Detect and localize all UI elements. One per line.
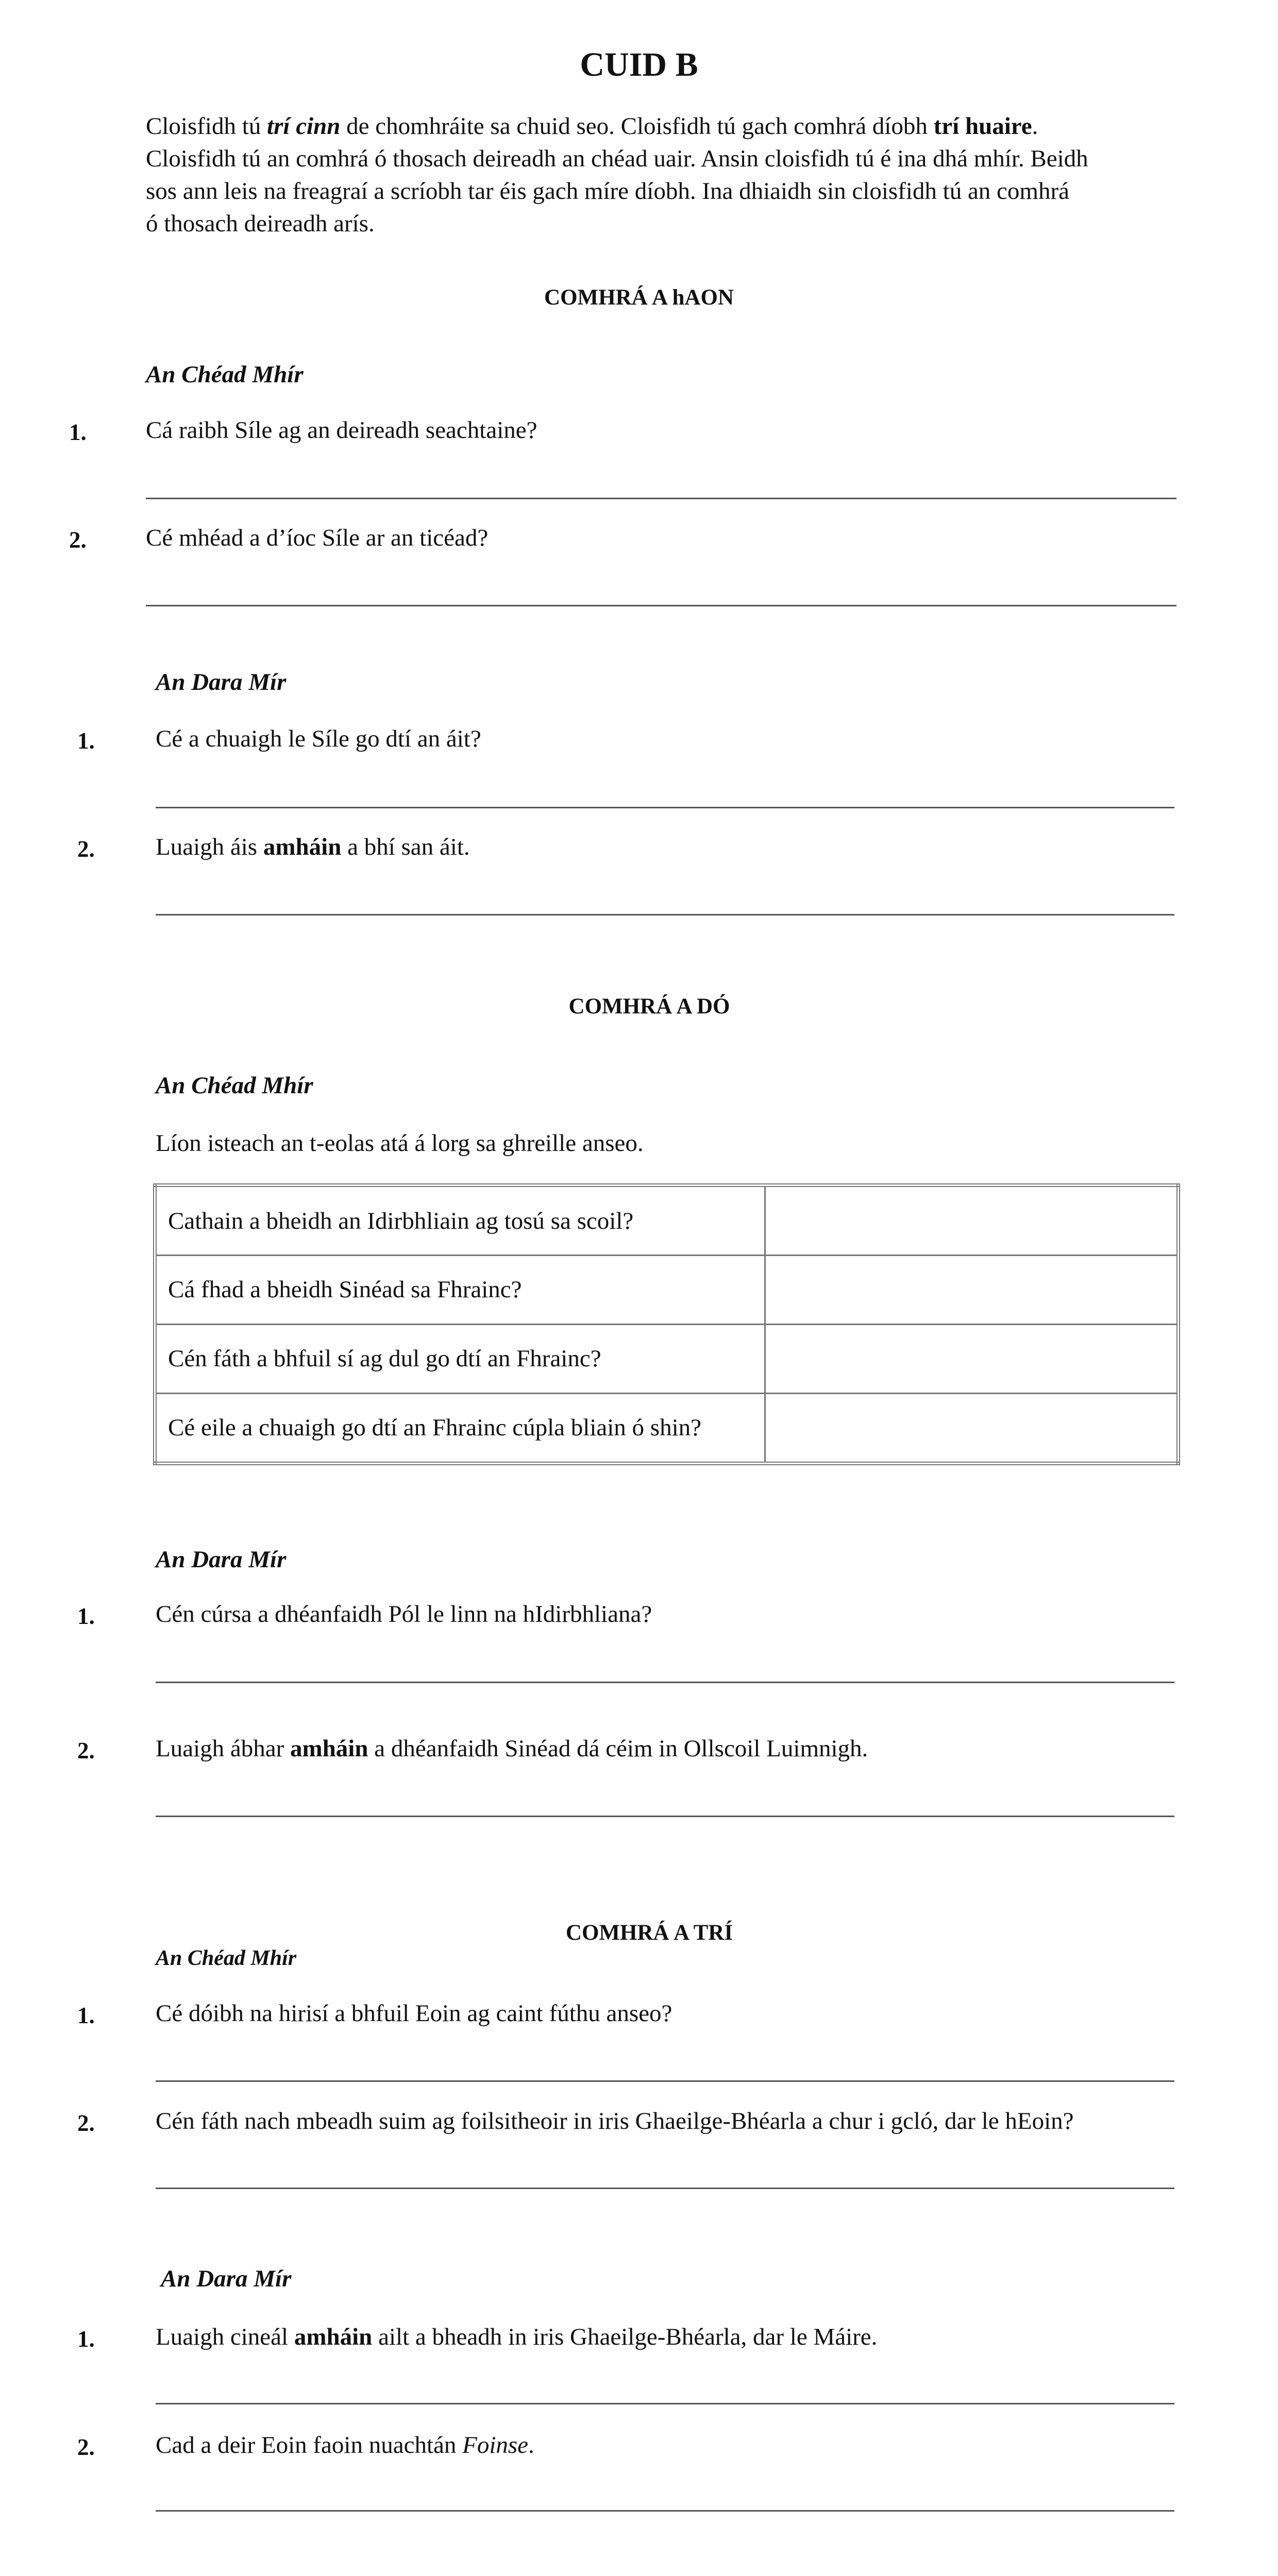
question-emphasis: Foinse (462, 2432, 529, 2459)
question-text (156, 833, 470, 861)
grid-question-cell: Cathain a bheidh an Idirbhliain ag tosú sa scoil? (155, 1185, 765, 1256)
page-title: CUID B (580, 46, 698, 83)
section-heading-comhra-1: COMHRÁ A hAON (544, 285, 734, 310)
answer-line[interactable] (146, 498, 1176, 499)
intro-line-3: sos ann leis na freagraí a scríobh tar éis gach míre díobh. Ina dhiaidh sin cloisfidh tú an comhrá (146, 178, 1069, 205)
part-label: An Chéad Mhír (156, 1946, 297, 1970)
intro-text: Cloisfidh tú (146, 113, 267, 140)
question-text: Cé dóibh na hirisí a bhfuil Eoin ag caint fúthu anseo? (156, 2000, 672, 2027)
question-number: 1. (77, 2326, 95, 2352)
question-number: 1. (77, 2003, 95, 2028)
question-number: 2. (77, 836, 95, 862)
question-text: Cé mhéad a d’íoc Síle ar an ticéad? (146, 524, 489, 551)
question-text-part: Luaigh ábhar (156, 1735, 291, 1762)
question-number: 2. (77, 2434, 95, 2460)
answer-line[interactable] (156, 1816, 1174, 1817)
intro-emphasis: trí cinn (267, 113, 341, 140)
question-text (156, 2431, 534, 2459)
intro-emphasis: trí huaire (933, 113, 1032, 140)
part-label: An Chéad Mhír (146, 361, 304, 388)
question-text (156, 2323, 877, 2351)
answer-line[interactable] (156, 2403, 1174, 2404)
question-emphasis: amháin (290, 1735, 368, 1762)
intro-text: . (1032, 113, 1038, 140)
question-text-part: . (528, 2432, 534, 2459)
answer-line[interactable] (156, 807, 1174, 808)
question-number: 2. (69, 527, 87, 553)
intro-line-4: ó thosach deireadh arís. (146, 210, 375, 237)
grid-answer-cell[interactable] (765, 1324, 1179, 1393)
part-label: An Dara Mír (161, 2265, 292, 2292)
question-text: Cé a chuaigh le Síle go dtí an áit? (156, 725, 481, 752)
grid-answer-cell[interactable] (765, 1185, 1179, 1256)
question-text-part: Luaigh áis (156, 834, 263, 860)
answer-grid (153, 1183, 1180, 1465)
intro-text: de chomhráite sa chuid seo. Cloisfidh tú gach comhrá díobh (340, 113, 934, 140)
part-label: An Dara Mír (156, 1546, 287, 1573)
question-text-part: a dhéanfaidh Sinéad dá céim in Ollscoil Luimnigh. (368, 1735, 868, 1762)
answer-line[interactable] (156, 2510, 1174, 2512)
question-text-part: a bhí san áit. (341, 834, 470, 860)
grid-question-cell: Cén fáth a bhfuil sí ag dul go dtí an Fhrainc? (155, 1324, 765, 1393)
question-number: 1. (69, 419, 87, 445)
part-label: An Dara Mír (156, 669, 287, 696)
instructions-paragraph (146, 110, 1182, 240)
grid-answer-cell[interactable] (765, 1393, 1179, 1463)
grid-row (155, 1256, 1179, 1325)
part-label: An Chéad Mhír (156, 1072, 313, 1099)
grid-answer-cell[interactable] (765, 1256, 1179, 1325)
grid-row (155, 1324, 1179, 1393)
answer-line[interactable] (146, 605, 1176, 606)
question-text-part: Luaigh cineál (156, 2324, 294, 2350)
question-text (156, 1735, 868, 1762)
question-number: 2. (77, 2110, 95, 2136)
question-text: Cá raibh Síle ag an deireadh seachtaine? (146, 417, 537, 444)
question-text: Cén fáth nach mbeadh suim ag foilsitheoir in iris Ghaeilge-Bhéarla a chur i gcló, dar le hEoin? (156, 2108, 1074, 2134)
answer-line[interactable] (156, 914, 1174, 916)
grid-row (155, 1393, 1179, 1463)
instruction-text: Líon isteach an t-eolas atá á lorg sa ghreille anseo. (156, 1130, 644, 1157)
answer-line[interactable] (156, 2188, 1174, 2189)
question-text-part: Cad a deir Eoin faoin nuachtán (156, 2432, 463, 2459)
question-emphasis: amháin (263, 834, 342, 860)
question-text-part: ailt a bheadh in iris Ghaeilge-Bhéarla, dar le Máire. (372, 2324, 878, 2350)
question-text: Cén cúrsa a dhéanfaidh Pól le linn na hIdirbhliana? (156, 1601, 652, 1628)
grid-row (155, 1185, 1179, 1256)
answer-line[interactable] (156, 2080, 1174, 2082)
section-heading-comhra-2: COMHRÁ A DÓ (568, 994, 730, 1019)
question-number: 1. (77, 1603, 95, 1629)
section-heading-comhra-3: COMHRÁ A TRÍ (565, 1921, 733, 1945)
intro-line-1 (146, 110, 1182, 143)
answer-line[interactable] (156, 1682, 1174, 1683)
question-number: 1. (77, 728, 95, 754)
question-number: 2. (77, 1738, 95, 1764)
grid-question-cell: Cé eile a chuaigh go dtí an Fhrainc cúpla bliain ó shin? (155, 1393, 765, 1463)
question-emphasis: amháin (294, 2324, 373, 2350)
grid-question-cell: Cá fhad a bheidh Sinéad sa Fhrainc? (155, 1256, 765, 1325)
intro-line-2: Cloisfidh tú an comhrá ó thosach deireadh an chéad uair. Ansin cloisfidh tú é ina dhá mhír. Beidh (146, 145, 1088, 172)
